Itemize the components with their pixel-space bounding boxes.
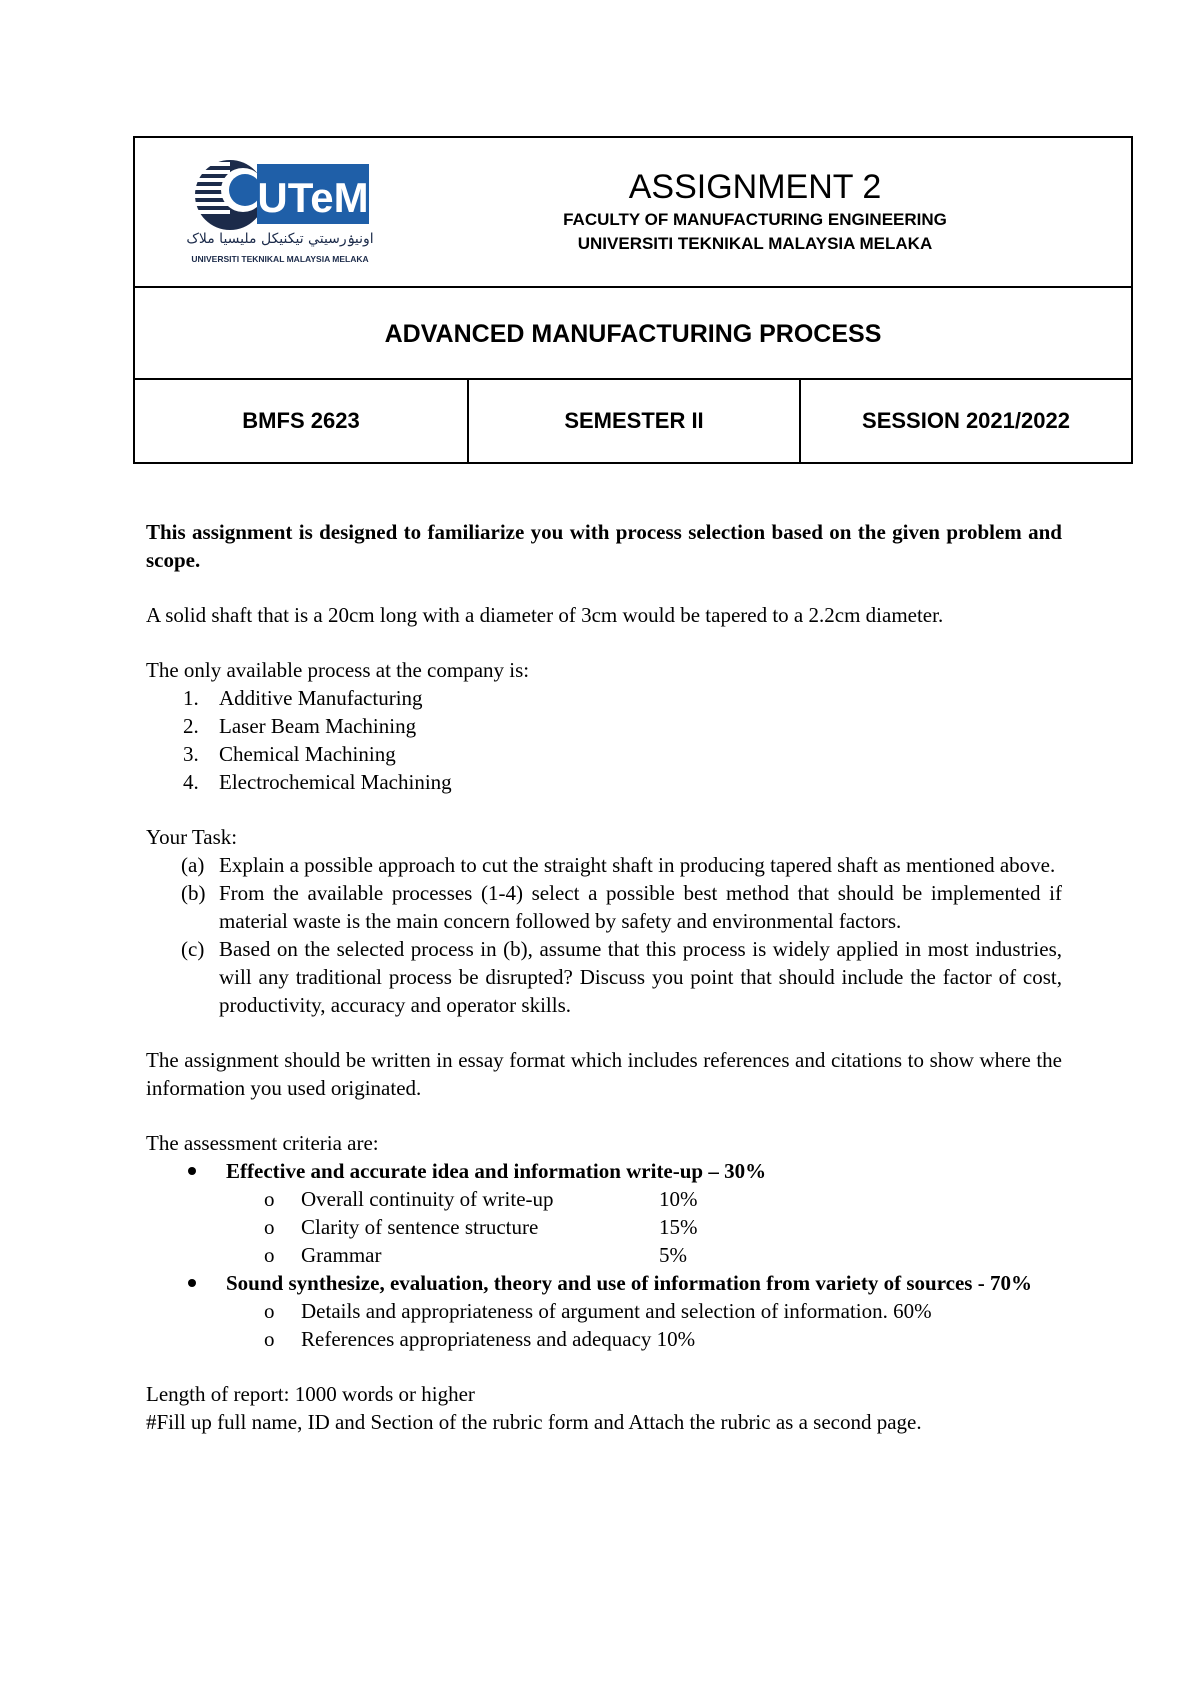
sub-percent: 10%: [659, 1187, 698, 1211]
task-text: Explain a possible approach to cut the straight shaft in producing tapered shaft as mentioned above.: [219, 853, 1056, 877]
list-item: [146, 1185, 1062, 1213]
process-list: [146, 684, 1062, 796]
list-item: [146, 935, 1062, 1019]
fill-note: #Fill up full name, ID and Section of the rubric form and Attach the rubric as a second page.: [146, 1410, 922, 1434]
list-item: [146, 1269, 1062, 1353]
criteria-heading: The assessment criteria are:: [146, 1131, 379, 1155]
criterion-subitems: [226, 1297, 1062, 1353]
task-number: (b): [181, 881, 206, 905]
sub-marker: o: [264, 1299, 275, 1323]
intro-text: This assignment is designed to familiarize you with process selection based on the given problem and scope.: [146, 520, 1062, 572]
course-code: BMFS 2623: [135, 380, 469, 462]
list-item: [146, 1325, 1062, 1353]
task-list: [146, 851, 1062, 1019]
logo-caption: UNIVERSITI TEKNIKAL MALAYSIA MELAKA: [191, 254, 369, 264]
criterion-subitems: [226, 1185, 1062, 1269]
sub-percent: 15%: [659, 1215, 698, 1239]
list-number: 4.: [183, 770, 199, 794]
sub-label: Clarity of sentence structure: [301, 1215, 539, 1239]
sub-marker: o: [264, 1187, 275, 1211]
sub-marker: o: [264, 1327, 275, 1351]
list-item-label: Laser Beam Machining: [219, 714, 417, 738]
sub-text: Details and appropriateness of argument and selection of information. 60%: [301, 1299, 932, 1323]
list-item: [146, 768, 1062, 796]
course-title: ADVANCED MANUFACTURING PROCESS: [384, 320, 882, 348]
faculty-name: FACULTY OF MANUFACTURING ENGINEERING: [563, 210, 947, 229]
header-row-details: [135, 380, 1131, 462]
list-item-label: Electrochemical Machining: [219, 770, 452, 794]
university-name: UNIVERSITI TEKNIKAL MALAYSIA MELAKA: [577, 234, 933, 253]
list-item: [146, 712, 1062, 740]
list-item: [146, 1241, 1062, 1269]
process-intro: The only available process at the company is:: [146, 658, 530, 682]
sub-percent: 5%: [659, 1243, 687, 1267]
list-item: [146, 1297, 1062, 1325]
list-item: [146, 684, 1062, 712]
format-note: The assignment should be written in essay format which includes references and citations to show where the information you used originated.: [146, 1048, 1062, 1100]
problem-text: A solid shaft that is a 20cm long with a diameter of 3cm would be tapered to a 2.2cm diameter.: [146, 603, 944, 627]
header-row-title: [135, 138, 1131, 288]
sub-marker: o: [264, 1243, 275, 1267]
list-item-label: Additive Manufacturing: [219, 686, 423, 710]
header-row-course: [135, 288, 1131, 380]
semester: SEMESTER II: [469, 380, 801, 462]
report-length: Length of report: 1000 words or higher: [146, 1382, 475, 1406]
task-text: Based on the selected process in (b), assume that this process is widely applied in most industries, will any traditional process be disrupted? Discuss you point that should include the factor of cost, productivity, accuracy and operator skills.: [219, 937, 1062, 1017]
sub-text: References appropriateness and adequacy 10%: [301, 1327, 696, 1351]
sub-label: Overall continuity of write-up: [301, 1187, 554, 1211]
bullet-icon: [188, 1279, 196, 1287]
task-text: From the available processes (1-4) select a possible best method that should be implemented if material waste is the main concern followed by safety and environmental factors.: [219, 881, 1062, 933]
sub-marker: o: [264, 1215, 275, 1239]
sub-label: Grammar: [301, 1243, 382, 1267]
list-item: [146, 1157, 1062, 1269]
logo-jawi-text: اونيۏرسيتي تيکنيکل مليسيا ملاک: [186, 231, 374, 247]
assignment-title: ASSIGNMENT 2: [628, 168, 882, 206]
list-item: [146, 879, 1062, 935]
title-block: [385, 138, 1125, 286]
list-item-label: Chemical Machining: [219, 742, 396, 766]
list-number: 1.: [183, 686, 199, 710]
list-item: [146, 851, 1062, 879]
header-table: [133, 136, 1133, 464]
list-number: 2.: [183, 714, 199, 738]
logo-brand-text: UTeM: [257, 174, 369, 221]
bullet-icon: [188, 1167, 196, 1175]
assignment-body: [146, 518, 1062, 1436]
task-number: (c): [181, 937, 205, 961]
list-item: [146, 1213, 1062, 1241]
task-heading: Your Task:: [146, 825, 238, 849]
criteria-list: [146, 1157, 1062, 1353]
list-number: 3.: [183, 742, 199, 766]
task-number: (a): [181, 853, 205, 877]
utem-logo: [185, 150, 375, 268]
criterion-title: Sound synthesize, evaluation, theory and use of information from variety of sources - 70%: [226, 1271, 1032, 1295]
list-item: [146, 740, 1062, 768]
session: SESSION 2021/2022: [862, 408, 1070, 433]
criterion-title: Effective and accurate idea and information write-up – 30%: [226, 1159, 767, 1183]
